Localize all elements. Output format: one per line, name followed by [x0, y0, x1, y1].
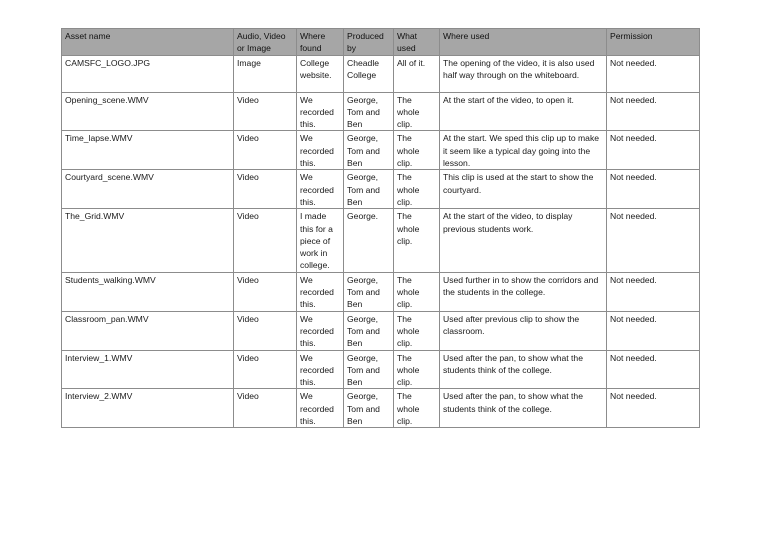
cell-where-found: We recorded this.: [297, 389, 344, 428]
header-media-type: Audio, Video or Image: [234, 29, 297, 56]
cell-produced-by: George, Tom and Ben: [344, 131, 394, 170]
cell-media-type: Image: [234, 55, 297, 92]
table-row: [62, 272, 700, 311]
cell-permission: Not needed.: [607, 350, 700, 389]
table-row: [62, 170, 700, 209]
cell-permission: Not needed.: [607, 389, 700, 428]
cell-where-found: We recorded this.: [297, 311, 344, 350]
cell-permission: Not needed.: [607, 55, 700, 92]
header-where-used: Where used: [440, 29, 607, 56]
cell-produced-by: George, Tom and Ben: [344, 389, 394, 428]
cell-where-found: We recorded this.: [297, 92, 344, 131]
cell-where-used: Used after previous clip to show the classroom.: [440, 311, 607, 350]
cell-where-used: This clip is used at the start to show the courtyard.: [440, 170, 607, 209]
cell-asset-name: The_Grid.WMV: [62, 209, 234, 272]
cell-permission: Not needed.: [607, 209, 700, 272]
cell-media-type: Video: [234, 170, 297, 209]
cell-media-type: Video: [234, 272, 297, 311]
cell-where-used: Used after the pan, to show what the students think of the college.: [440, 350, 607, 389]
cell-where-used: Used after the pan, to show what the students think of the college.: [440, 389, 607, 428]
header-produced-by: Produced by: [344, 29, 394, 56]
cell-where-used: At the start. We sped this clip up to make it seem like a typical day going into the lesson.: [440, 131, 607, 170]
cell-produced-by: George, Tom and Ben: [344, 272, 394, 311]
cell-asset-name: Time_lapse.WMV: [62, 131, 234, 170]
cell-where-found: College website.: [297, 55, 344, 92]
cell-what-used: The whole clip.: [394, 131, 440, 170]
cell-produced-by: Cheadle College: [344, 55, 394, 92]
cell-what-used: The whole clip.: [394, 209, 440, 272]
cell-asset-name: Opening_scene.WMV: [62, 92, 234, 131]
cell-asset-name: Interview_1.WMV: [62, 350, 234, 389]
cell-produced-by: George, Tom and Ben: [344, 92, 394, 131]
cell-asset-name: CAMSFC_LOGO.JPG: [62, 55, 234, 92]
cell-asset-name: Students_walking.WMV: [62, 272, 234, 311]
cell-produced-by: George, Tom and Ben: [344, 350, 394, 389]
cell-produced-by: George, Tom and Ben: [344, 311, 394, 350]
header-asset-name: Asset name: [62, 29, 234, 56]
table-row: [62, 55, 700, 92]
cell-what-used: The whole clip.: [394, 389, 440, 428]
header-where-found: Where found: [297, 29, 344, 56]
cell-media-type: Video: [234, 209, 297, 272]
cell-asset-name: Courtyard_scene.WMV: [62, 170, 234, 209]
cell-what-used: The whole clip.: [394, 170, 440, 209]
table-row: [62, 92, 700, 131]
cell-where-used: At the start of the video, to display previous students work.: [440, 209, 607, 272]
cell-permission: Not needed.: [607, 272, 700, 311]
cell-permission: Not needed.: [607, 92, 700, 131]
cell-permission: Not needed.: [607, 131, 700, 170]
cell-permission: Not needed.: [607, 311, 700, 350]
header-permission: Permission: [607, 29, 700, 56]
cell-permission: Not needed.: [607, 170, 700, 209]
cell-media-type: Video: [234, 350, 297, 389]
header-row: [62, 29, 700, 56]
cell-media-type: Video: [234, 311, 297, 350]
table-row: [62, 311, 700, 350]
cell-what-used: The whole clip.: [394, 272, 440, 311]
cell-where-used: Used further in to show the corridors and the students in the college.: [440, 272, 607, 311]
cell-produced-by: George.: [344, 209, 394, 272]
cell-produced-by: George, Tom and Ben: [344, 170, 394, 209]
cell-what-used: The whole clip.: [394, 350, 440, 389]
cell-media-type: Video: [234, 389, 297, 428]
table-row: [62, 350, 700, 389]
cell-where-used: At the start of the video, to open it.: [440, 92, 607, 131]
cell-media-type: Video: [234, 131, 297, 170]
cell-what-used: The whole clip.: [394, 311, 440, 350]
cell-where-found: We recorded this.: [297, 272, 344, 311]
table-row: [62, 209, 700, 272]
cell-what-used: All of it.: [394, 55, 440, 92]
cell-where-found: We recorded this.: [297, 131, 344, 170]
cell-what-used: The whole clip.: [394, 92, 440, 131]
cell-media-type: Video: [234, 92, 297, 131]
cell-asset-name: Classroom_pan.WMV: [62, 311, 234, 350]
cell-where-found: We recorded this.: [297, 350, 344, 389]
table-row: [62, 389, 700, 428]
header-what-used: What used: [394, 29, 440, 56]
cell-where-used: The opening of the video, it is also used half way through on the whiteboard.: [440, 55, 607, 92]
asset-table: [61, 28, 700, 428]
cell-asset-name: Interview_2.WMV: [62, 389, 234, 428]
table-row: [62, 131, 700, 170]
cell-where-found: I made this for a piece of work in college.: [297, 209, 344, 272]
cell-where-found: We recorded this.: [297, 170, 344, 209]
